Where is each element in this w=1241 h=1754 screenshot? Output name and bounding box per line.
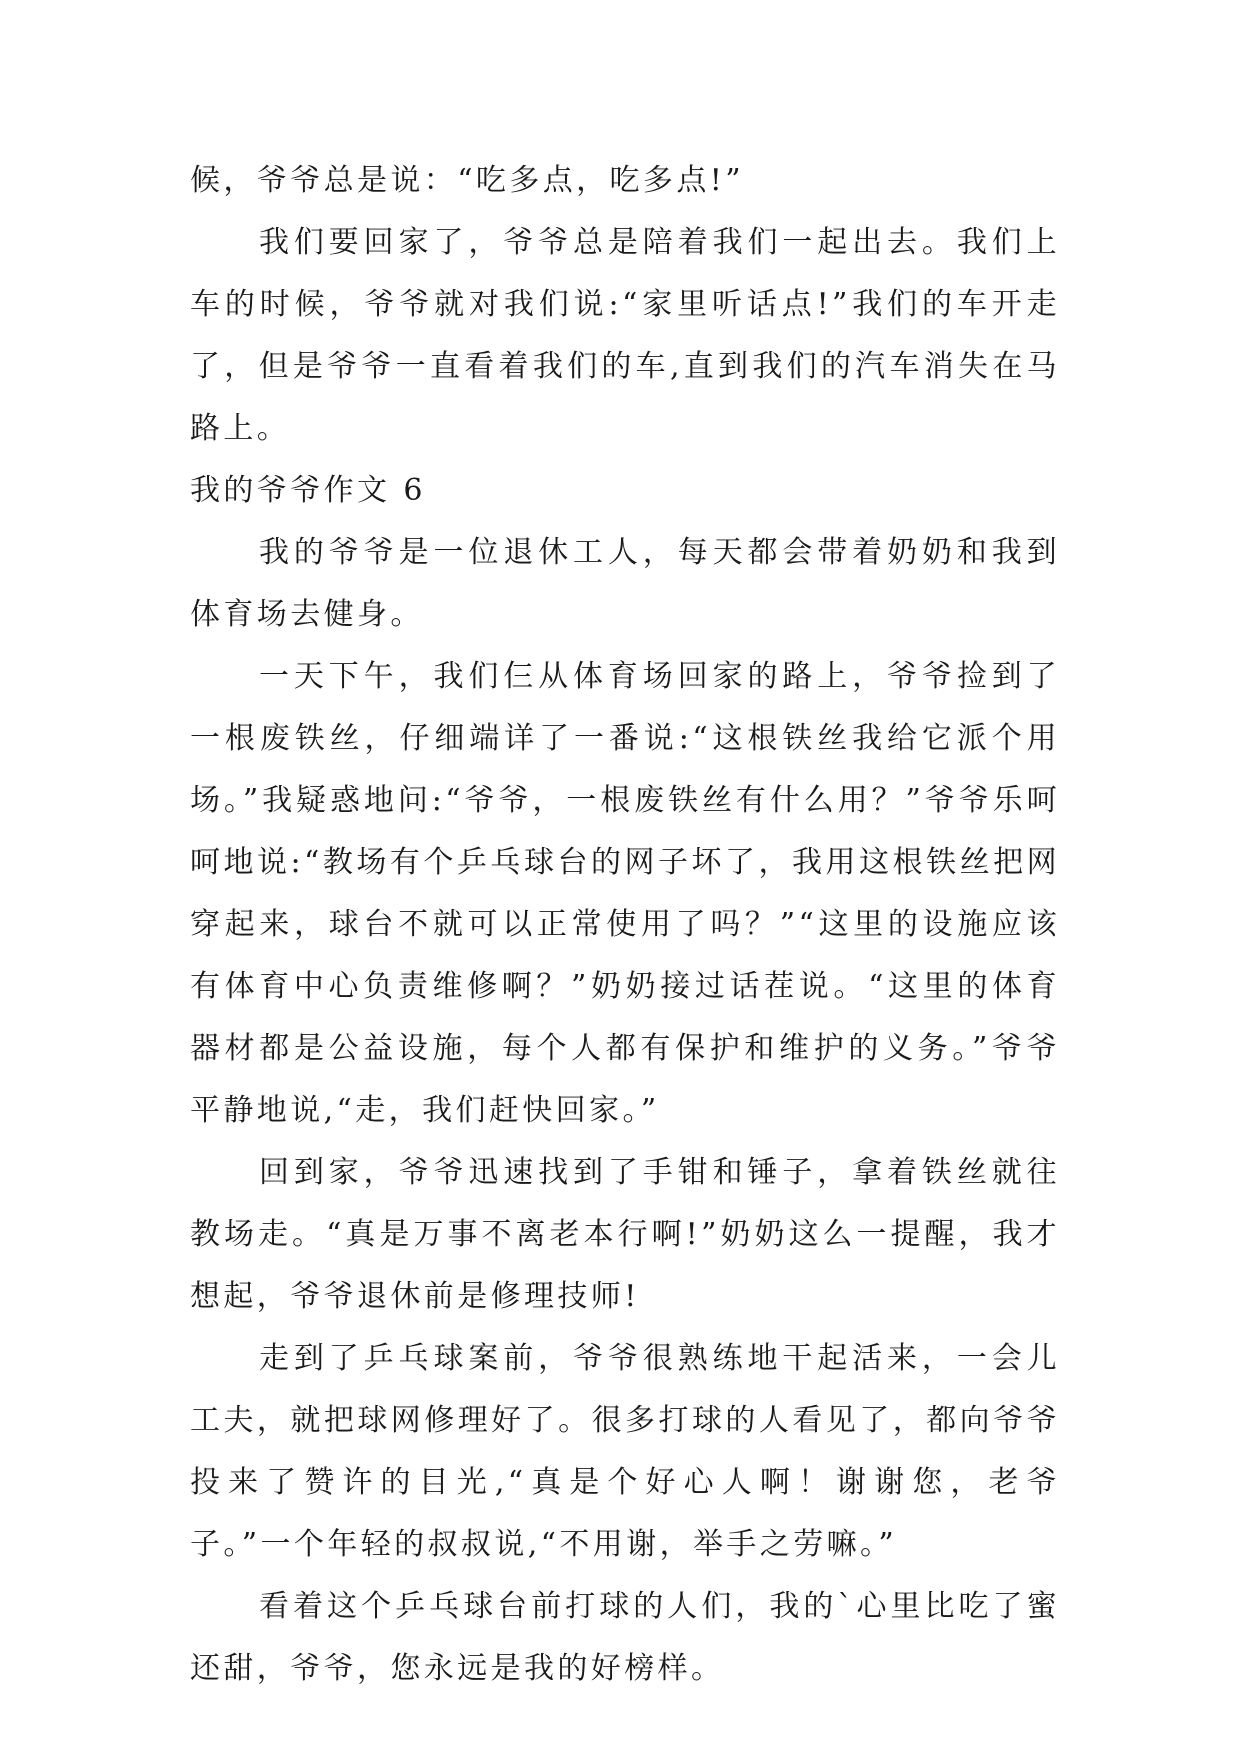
paragraph: 回到家，爷爷迅速找到了手钳和锤子，拿着铁丝就往教场走。“真是万事不离老本行啊!”奶奶这么一提醒，我才想起，爷爷退休前是修理技师! — [190, 1155, 1060, 1314]
section-heading: 我的爷爷作文 6 — [190, 473, 426, 508]
paragraph: 我的爷爷是一位退休工人，每天都会带着奶奶和我到体育场去健身。 — [190, 535, 1060, 632]
continuation-text: 候，爷爷总是说：“吃多点，吃多点!” — [190, 163, 744, 198]
paragraph: 看着这个乒乓球台前打球的人们，我的`心里比吃了蜜还甜，爷爷，您永远是我的好榜样。 — [190, 1589, 1060, 1686]
paragraph-leaving: 我们要回家了，爷爷总是陪着我们一起出去。我们上车的时候，爷爷就对我们说:“家里听话点!”我们的车开走了，但是爷爷一直看着我们的车,直到我们的汽车消失在马路上。 — [190, 225, 1060, 446]
document-page — [190, 150, 1060, 1700]
paragraph: 走到了乒乓球案前，爷爷很熟练地干起活来，一会儿工夫，就把球网修理好了。很多打球的人看见了，都向爷爷投来了赞许的目光,“真是个好心人啊！谢谢您，老爷子。”一个年轻的叔叔说,“不用谢，举手之劳嘛。” — [190, 1341, 1060, 1562]
paragraph: 一天下午，我们仨从体育场回家的路上，爷爷捡到了一根废铁丝，仔细端详了一番说:“这根铁丝我给它派个用场。”我疑惑地问:“爷爷，一根废铁丝有什么用？”爷爷乐呵呵地说:“教场有个乒乓球台的网子坏了，我用这根铁丝把网穿起来，球台不就可以正常使用了吗？”“这里的设施应该有体育中心负责维修啊？”奶奶接过话茬说。“这里的体育器材都是公益设施，每个人都有保护和维护的义务。”爷爷平静地说,“走，我们赶快回家。” — [190, 659, 1060, 1128]
